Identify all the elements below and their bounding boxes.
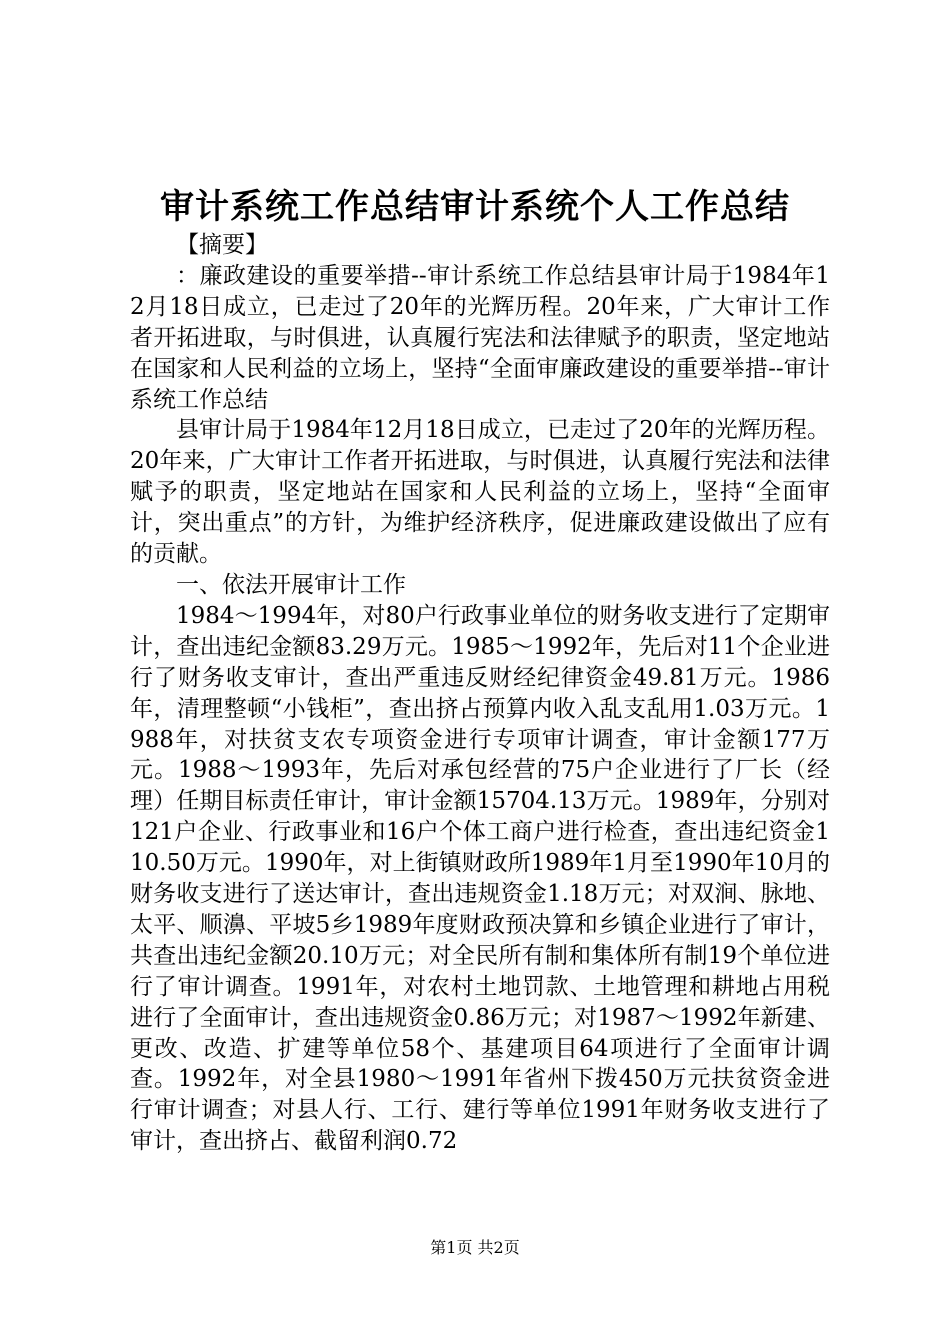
- page-number-footer: 第1页 共2页: [430, 1238, 520, 1257]
- document-body: [130, 230, 830, 1157]
- paragraph-intro: 县审计局于1984年12月18日成立，已走过了20年的光辉历程。20年来，广大审计工作者开拓进取，与时俱进，认真履行宪法和法律赋予的职责，坚定地站在国家和人民利益的立场上，坚持“全面审计，突出重点”的方针，为维护经济秩序，促进廉政建设做出了应有的贡献。: [130, 417, 830, 568]
- document-title: 审计系统工作总结审计系统个人工作总结: [160, 187, 790, 227]
- paragraph-abstract: ：廉政建设的重要举措--审计系统工作总结县审计局于1984年12月18日成立，已走过了20年的光辉历程。20年来，广大审计工作者开拓进取，与时俱进，认真履行宪法和法律赋予的职责，坚定地站在国家和人民利益的立场上，坚持“全面审廉政建设的重要举措--审计系统工作总结: [130, 262, 830, 413]
- abstract-label: 【摘要】: [176, 232, 268, 258]
- paragraph-audit-work: 1984～1994年，对80户行政事业单位的财务收支进行了定期审计，查出违纪金额83.29万元。1985～1992年，先后对11个企业进行了财务收支审计，查出严重违反财经纪律资金49.81万元。1986年，清理整顿“小钱柜”，查出挤占预算内收入乱支乱用1.03万元。1988年，对扶贫支农专项资金进行专项审计调查，审计金额177万元。1988～1993年，先后对承包经营的75户企业进行了厂长（经理）任期目标责任审计，审计金额15704.13万元。1989年，分别对121户企业、行政事业和16户个体工商户进行检查，查出违纪资金110.50万元。1990年，对上街镇财政所1989年1月至1990年10月的财务收支进行了送达审计，查出违规资金1.18万元；对双涧、脉地、太平、顺濞、平坡5乡1989年度财政预决算和乡镇企业进行了审计，共查出违纪金额20.10万元；对全民所有制和集体所有制19个单位进行了审计调查。1991年，对农村土地罚款、土地管理和耕地占用税进行了全面审计，查出违规资金0.86万元；对1987～1992年新建、更改、改造、扩建等单位58个、基建项目64项进行了全面审计调查。1992年，对全县1980～1991年省州下拨450万元扶贫资金进行审计调查；对县人行、工行、建行等单位1991年财务收支进行了审计，查出挤占、截留利润0.72: [130, 602, 830, 1155]
- section-heading: 一、依法开展审计工作: [176, 571, 406, 598]
